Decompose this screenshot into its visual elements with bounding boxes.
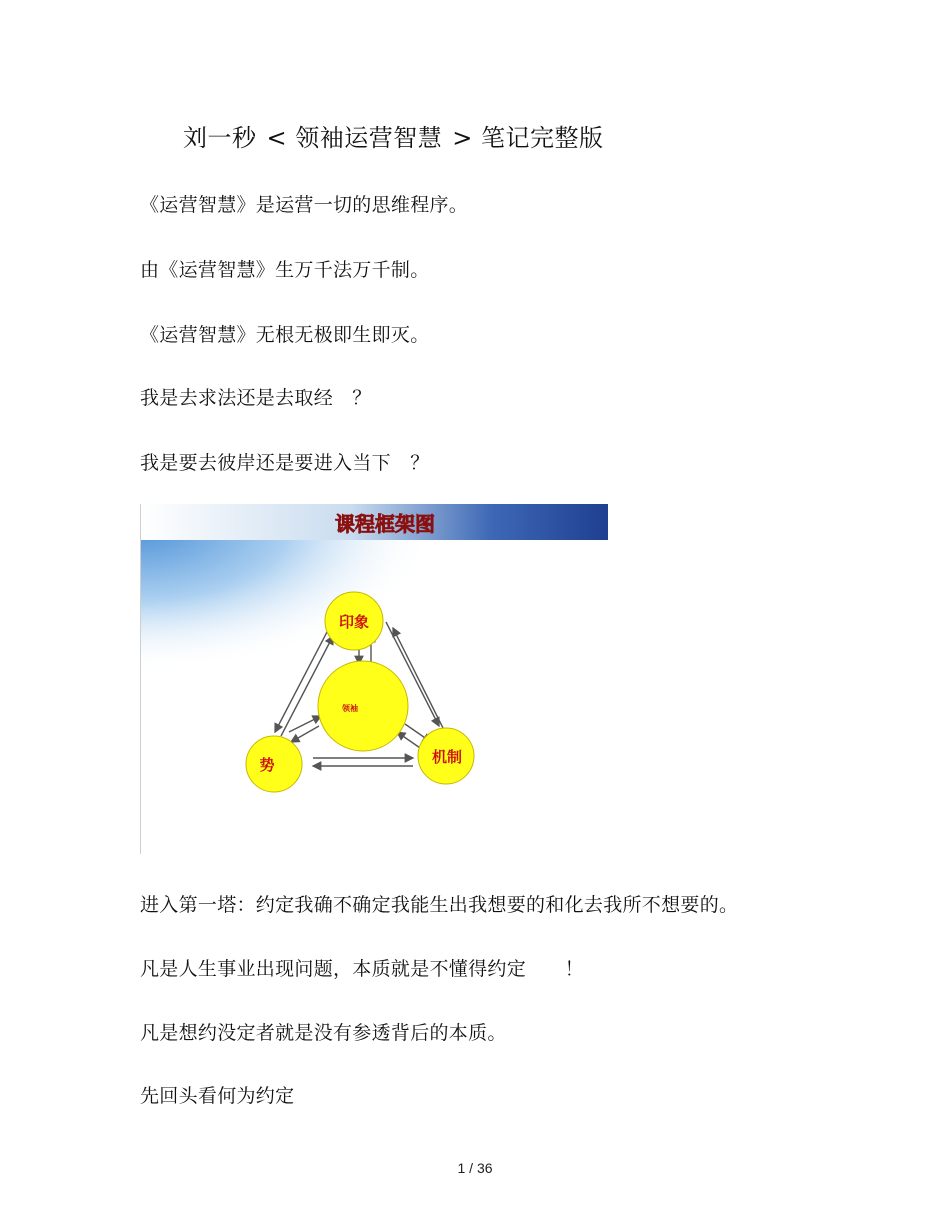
paragraph: 由《运营智慧》生万千法万千制。 [140,259,430,281]
figure-header-title: 课程框架图 [335,512,435,536]
paragraph: 我是去求法还是去取经 ？ [140,387,372,409]
paragraph: 《运营智慧》无根无极即生即灭。 [140,324,430,346]
node-label-left: 势 [259,756,275,774]
node-label-center: 领袖 [342,704,358,713]
paragraph: 《运营智慧》是运营一切的思维程序。 [140,194,469,216]
title-suffix: > 笔记完整版 [452,124,604,152]
paragraph: 进入第一塔：约定我确不确定我能生出我想要的和化去我所不想要的。 [140,894,739,916]
title-author: 刘一秒 [183,124,257,152]
node-label-right: 机制 [431,748,463,766]
paragraph: 我是要去彼岸还是要进入当下 ？ [140,452,430,474]
paragraph: 凡是想约没定者就是没有参透背后的本质。 [140,1022,507,1044]
page-indicator: 1 / 36 [457,1160,493,1176]
paragraph: 先回头看何为约定 [140,1085,295,1107]
node-leader [318,661,408,751]
paragraph: 凡是人生事业出现问题，本质就是不懂得约定 ！ [140,958,584,980]
document-title [183,118,604,153]
framework-diagram [141,504,608,854]
title-book: < 领袖运营智慧 [266,124,443,152]
course-framework-figure [140,504,608,854]
node-label-top: 印象 [338,613,370,631]
